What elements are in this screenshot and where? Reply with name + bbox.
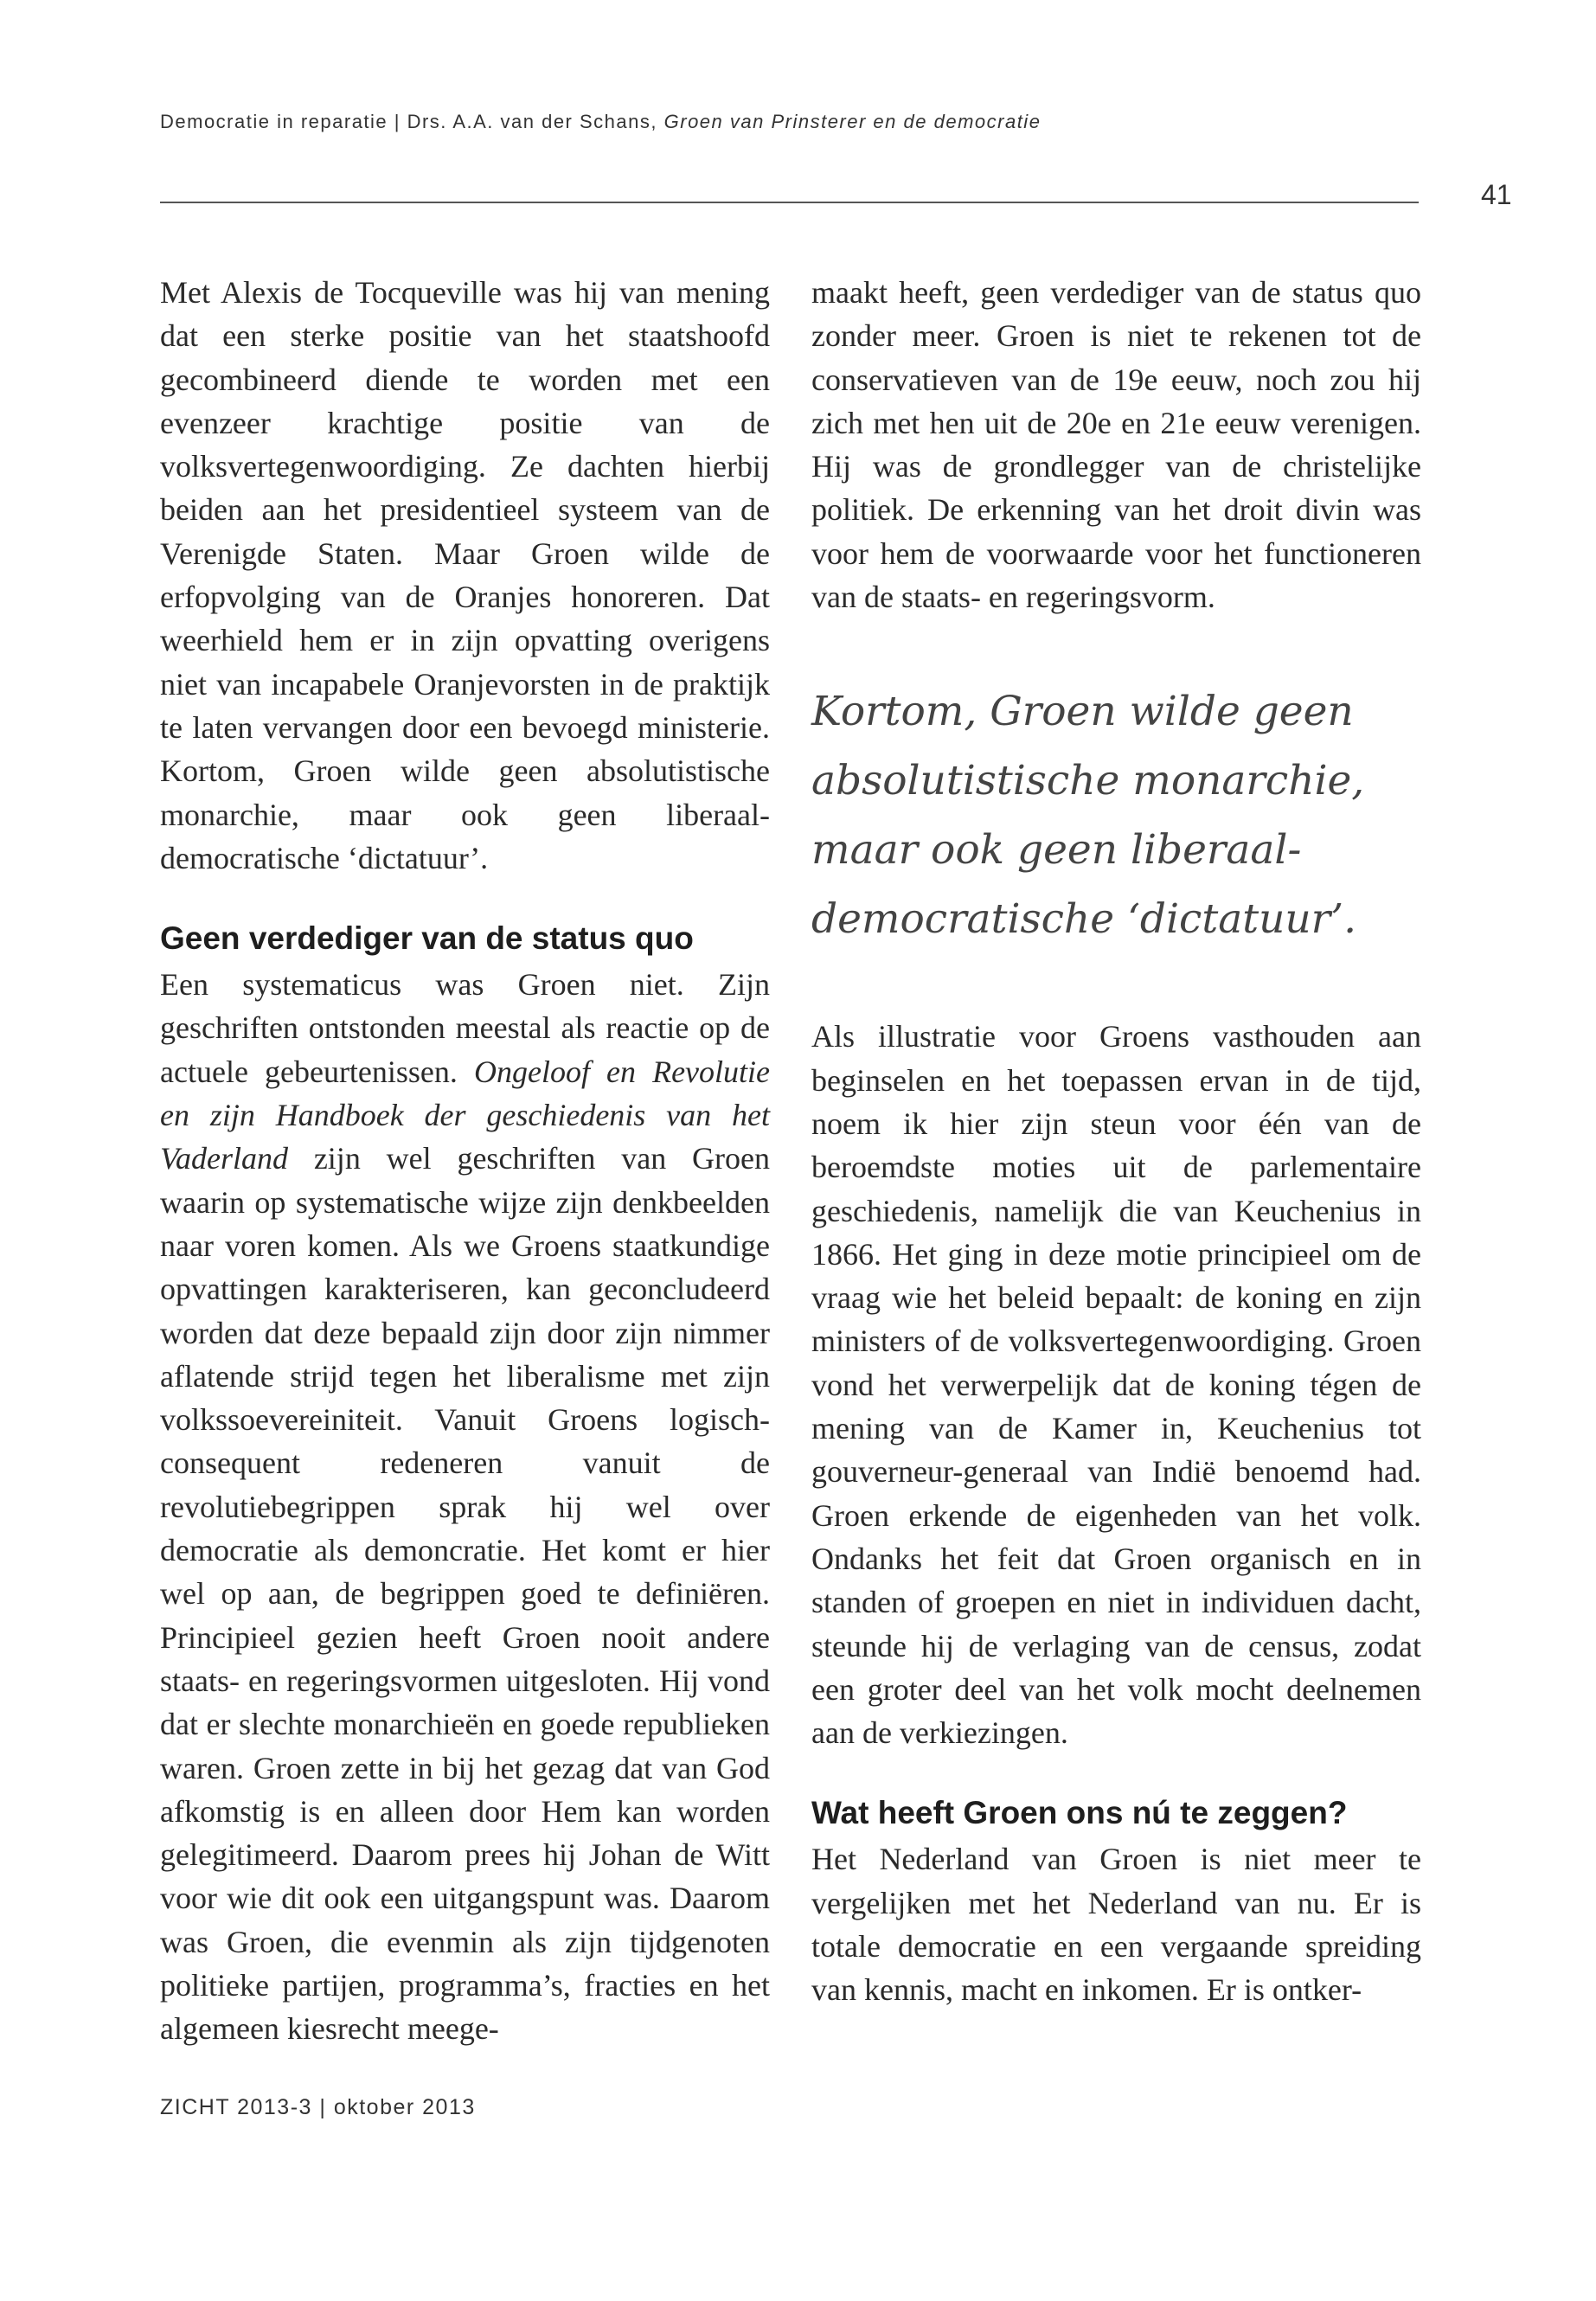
section-heading-status-quo: Geen verdediger van de status quo xyxy=(160,920,694,957)
right-paragraph-3: Het Nederland van Groen is niet meer te vergelijken met het Nederland van nu. Er is totale democratie en een vergaande spreiding van kennis, macht en inkomen. Er is ontker- xyxy=(811,1842,1421,2008)
header-rule xyxy=(160,202,1419,203)
left-paragraph-2-end: zijn wel geschriften van Groen waarin op systematische wijze zijn denkbeelden naar voren komen. Als we Groens staatkundige opvattingen karakteriseren, kan geconcludeerd worden dat deze bepaald zijn door zijn nimmer aflatende strijd tegen het liberalisme met zijn volkssoevereiniteit. Vanuit Groens logisch-consequent redeneren vanuit de revolutiebegrippen sprak hij wel over democratie als demoncratie. Het komt er hier wel op aan, de begrippen goed te definiëren. Principieel gezien heeft Groen nooit andere staats- en regeringsvormen uitgesloten. Hij vond dat er slechte monarchieën en goede republieken waren. Groen zette in bij het gezag dat van God afkomstig is en alleen door Hem kan worden gelegitimeerd. Daarom prees hij Johan de Witt voor wie dit ook een uitgangspunt was. Daarom was Groen, die evenmin als zijn tijdgenoten politieke partijen, programma’s, fracties en het algemeen kiesrecht meege- xyxy=(160,1141,770,2047)
footer: ZICHT 2013-3 | oktober 2013 xyxy=(160,2095,476,2119)
right-column xyxy=(811,271,1421,2012)
book-titles: Ongeloof en Revolutie en zijn Handboek der geschiedenis van het Vaderland xyxy=(160,1054,771,1176)
running-head-prefix: Democratie in reparatie | Drs. A.A. van der Schans, xyxy=(160,111,657,132)
pull-quote: Kortom, Groen wilde geen absolutistische monarchie, maar ook geen liberaal-democratische ‘dictatuur’. xyxy=(811,688,1365,944)
left-paragraph-2-start: Een systematicus was Groen niet. Zijn geschriften ontstonden meestal als reactie op de actuele gebeurtenissen. xyxy=(160,967,770,1089)
right-paragraph-2: Als illustratie voor Groens vasthouden aan beginselen en het toepassen ervan in de tijd, noem ik hier zijn steun voor één van de beroemdste moties uit de parlementaire geschiedenis, namelijk die van Keuchenius in 1866. Het ging in deze motie principieel om de vraag wie het beleid bepaalt: de koning en zijn ministers of de volksvertegenwoordiging. Groen vond het verwerpelijk dat de koning tégen de mening van de Kamer in, Keuchenius tot gouverneur-generaal van Indië benoemd had. Groen erkende de eigenheden van het volk. Ondanks het feit dat Groen organisch en in standen of groepen en niet in individuen dacht, steunde hij de verlaging van de census, zodat een groter deel van het volk mocht deelnemen aan de verkiezingen. xyxy=(811,1019,1421,1751)
left-paragraph-2 xyxy=(160,963,770,2050)
left-paragraph-1: Met Alexis de Tocqueville was hij van mening dat een sterke positie van het staatshoofd gecombineerd diende te worden met een evenzeer krachtige positie van de volksvertegenwoordiging. Ze dachten hierbij beiden aan het presidentieel systeem van de Verenigde Staten. Maar Groen wilde de erfopvolging van de Oranjes honoreren. Dat weerhield hem er in zijn opvatting overigens niet van incapabele Oranjevorsten in de praktijk te laten vervangen door een bevoegd ministerie. Kortom, Groen wilde geen absolutistische monarchie, maar ook geen liberaal-democratische ‘dictatuur’. xyxy=(160,275,770,875)
running-head xyxy=(160,111,1041,133)
page-number: 41 xyxy=(1481,179,1512,210)
running-head-title: Groen van Prinsterer en de democratie xyxy=(663,111,1042,132)
section-heading-groen-nu: Wat heeft Groen ons nú te zeggen? xyxy=(811,1795,1348,1831)
left-column xyxy=(160,271,770,2051)
right-paragraph-1: maakt heeft, geen verdediger van de status quo zonder meer. Groen is niet te rekenen tot de conservatieven van de 19e eeuw, noch zou hij zich met hen uit de 20e en 21e eeuw verenigen. Hij was de grondlegger van de christelijke politiek. De erkenning van het droit divin was voor hem de voorwaarde voor het functioneren van de staats- en regeringsvorm. xyxy=(811,275,1421,615)
